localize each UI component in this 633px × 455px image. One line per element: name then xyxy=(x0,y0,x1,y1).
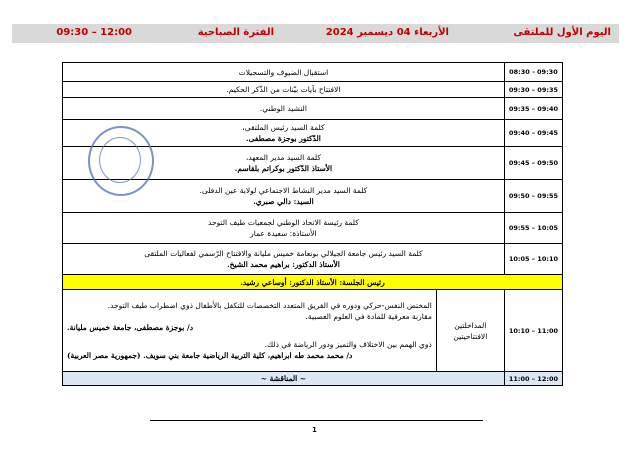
interventions-label xyxy=(436,290,504,372)
row-text: استقبال الضيوف والتسجيلات xyxy=(238,67,329,77)
intervention-title: مقاربة معرفية للمادة في العلوم العصبية. xyxy=(305,312,432,321)
row-text: كلمة السيد مدير المعهد، xyxy=(245,153,321,162)
row-content xyxy=(63,244,505,275)
row-text: كلمة السيد مدير النشاط الاجتماعي لولاية عين الدفلى. xyxy=(199,186,368,195)
table-row xyxy=(63,82,563,98)
row-content xyxy=(63,63,505,82)
row-text: النشيد الوطني. xyxy=(259,104,307,113)
time-range-label: 09:30 – 12:00 xyxy=(56,27,132,38)
interventions-content xyxy=(63,290,437,372)
intervention-author: د/ محمد محمد طه ابراهيم، كلية التربية الرياضية جامعة بني سويف. (جمهورية مصر العربية) xyxy=(67,351,353,360)
row-time: 09:30 – 09:35 xyxy=(504,82,562,98)
row-time: 09:50 – 09:55 xyxy=(504,180,562,213)
speaker-name: السيد: دالي صبري. xyxy=(253,197,314,206)
row-content xyxy=(63,98,505,120)
table-row xyxy=(63,213,563,244)
row-time: 11:00 – 12:00 xyxy=(504,372,562,386)
row-text: الأستاذة: سعيدة عمار xyxy=(250,229,317,238)
period-label: الفترة الصباحية xyxy=(197,27,274,38)
speaker-name: الأستاذ الدكتور: براهيم محمد الشيخ. xyxy=(227,260,340,269)
speaker-name: الدّكتور بوجزة مصطفى. xyxy=(245,134,321,143)
label-line: المداخلتين xyxy=(454,320,487,330)
chair-row xyxy=(63,275,563,290)
row-time: 09:35 – 09:40 xyxy=(504,98,562,120)
session-chair: رئيس الجلسة: الأستاذ الدكتور: أوساعي رشيد. xyxy=(63,275,563,290)
page-number: 1 xyxy=(312,426,317,434)
row-time: 10:05 – 10:10 xyxy=(504,244,562,275)
row-content xyxy=(63,82,505,98)
institution-stamp xyxy=(88,126,154,196)
row-content xyxy=(63,213,505,244)
row-text: الافتتاح بآيات بيّنات من الذّكر الحكيم. xyxy=(226,85,341,94)
date-label: الأربعاء 04 ديسمبر 2024 xyxy=(325,27,449,38)
row-time: 09:40 – 09:45 xyxy=(504,120,562,147)
table-row xyxy=(63,244,563,275)
interventions-row xyxy=(63,290,563,372)
row-time: 09:55 – 10:05 xyxy=(504,213,562,244)
row-time: 08:30 - 09:30 xyxy=(504,63,562,82)
row-text: كلمة السيد رئيس جامعة الجيلالي بونعامة خميس مليانة والافتتاح الرّسمي لفعاليات الملتقى xyxy=(144,249,423,258)
footer-divider xyxy=(150,420,483,421)
day-title: اليوم الأول للملتقى xyxy=(513,27,611,38)
label-line: الافتتاحيتين xyxy=(453,331,488,341)
intervention-title: ذوي الهمم بين الاختلاف والتميز ودور الرياضة في ذلك. xyxy=(264,340,432,349)
row-time: 10:10 – 11:00 xyxy=(504,290,562,372)
row-text: كلمة رئيسة الاتحاد الوطني لجمعيات طيف التوحد xyxy=(208,218,359,227)
discussion-row xyxy=(63,372,563,386)
intervention-author: د/ بوجزة مصطفى، جامعة خميس مليانة. xyxy=(67,323,194,332)
row-text: كلمة السيد رئيس الملتقى، xyxy=(242,123,325,132)
discussion-label: ~ المناقشة ~ xyxy=(63,372,505,386)
intervention-title: المختص النفس-حركي ودوره في الفريق المتعدد التخصصات للتكفل بالأطفال ذوي اضطراب طيف التوحد. xyxy=(107,301,432,310)
table-row xyxy=(63,98,563,120)
table-row xyxy=(63,63,563,82)
row-time: 09:45 – 09:50 xyxy=(504,147,562,180)
schedule-table xyxy=(62,62,563,386)
day-header-bar xyxy=(12,24,619,43)
speaker-name: الأستاذ الدّكتور بوكراتم بلقاسم. xyxy=(234,164,333,173)
